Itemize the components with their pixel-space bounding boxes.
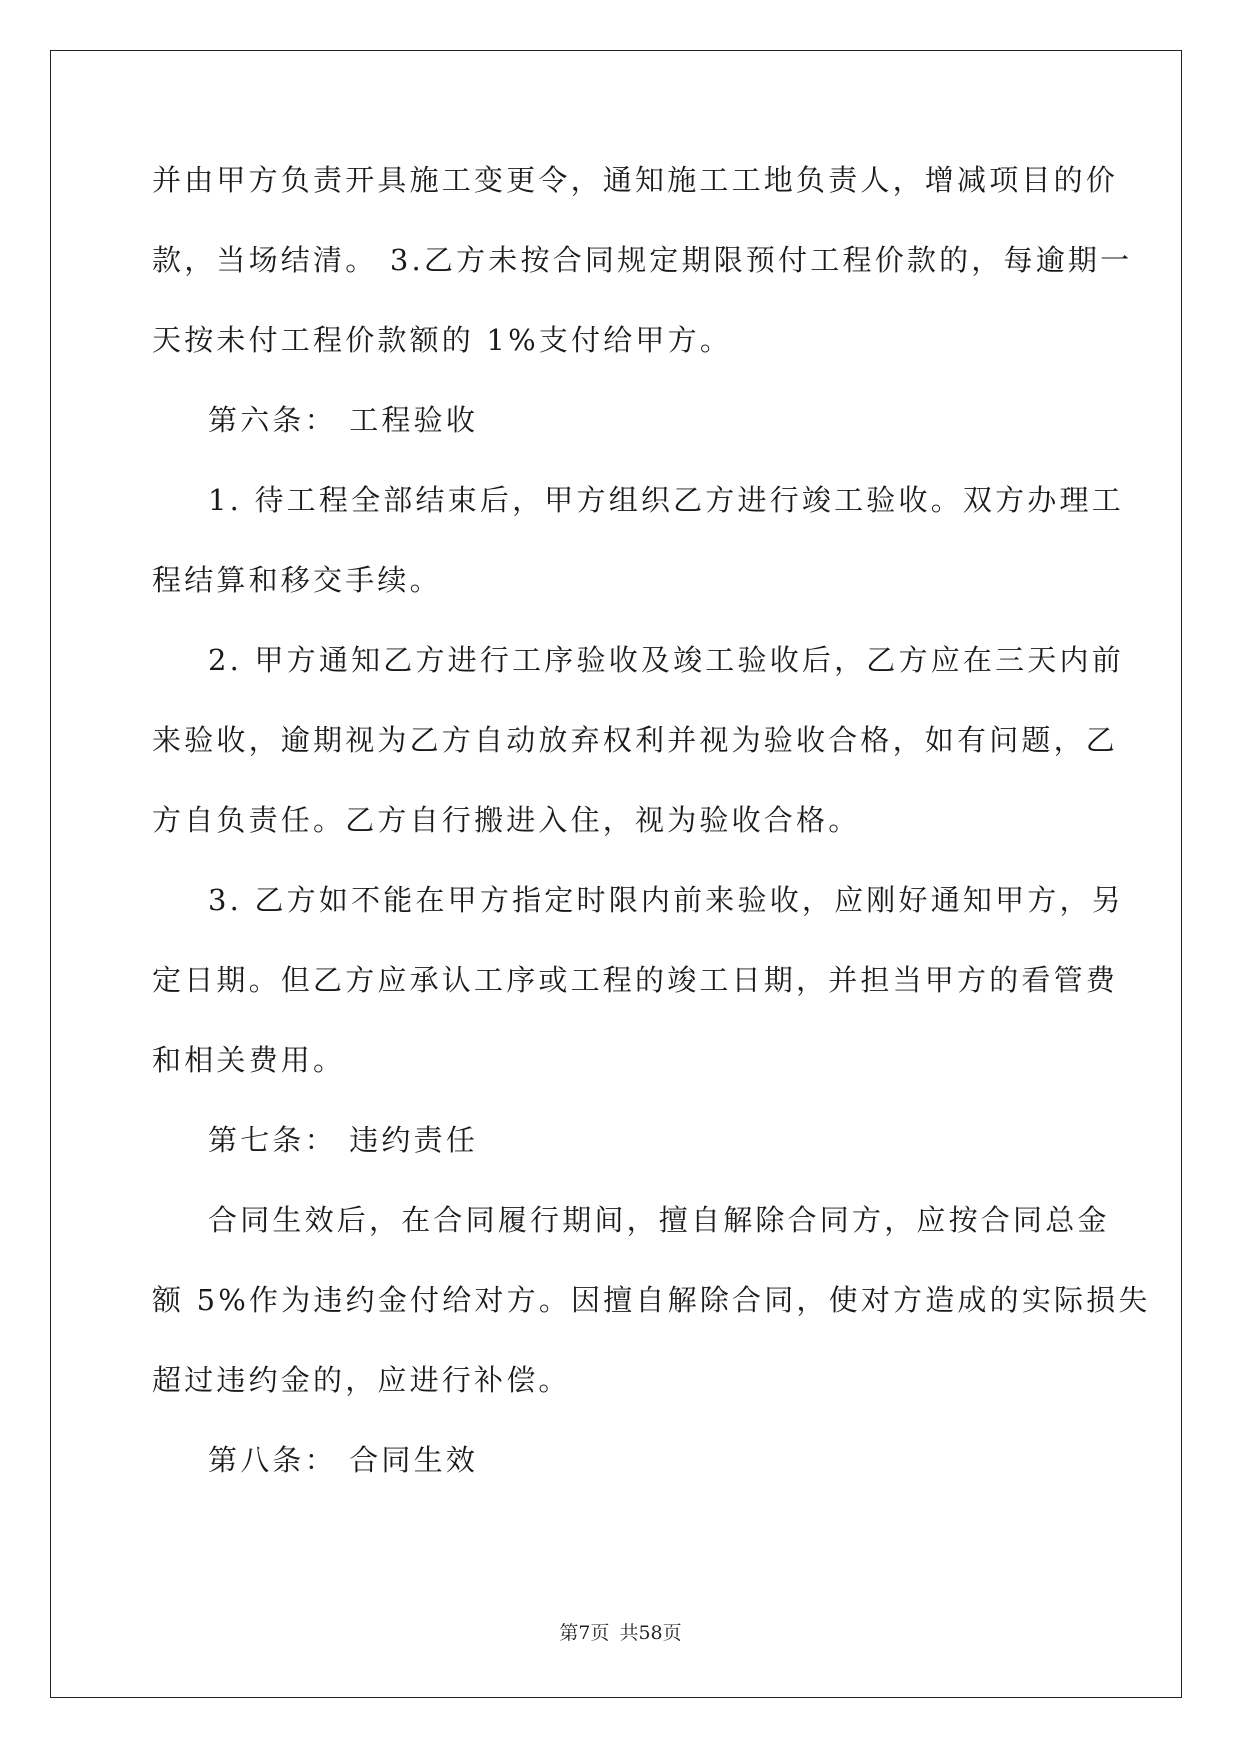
paragraph-line: 方自负责任。乙方自行搬进入住，视为验收合格。	[152, 803, 861, 837]
paragraph-line: 程结算和移交手续。	[152, 563, 442, 597]
section-heading: 第七条： 违约责任	[208, 1123, 479, 1157]
paragraph-line: 1. 待工程全部结束后，甲方组织乙方进行竣工验收。双方办理工	[208, 483, 1124, 517]
page-total: 共58页	[619, 1622, 682, 1644]
paragraph-line: 款，当场结清。 3.乙方未按合同规定期限预付工程价款的，每逾期一	[152, 243, 1133, 277]
paragraph-line: 3. 乙方如不能在甲方指定时限内前来验收，应刚好通知甲方，另	[208, 883, 1124, 917]
paragraph-line: 并由甲方负责开具施工变更令，通知施工工地负责人，增减项目的价	[152, 163, 1119, 197]
paragraph-line: 超过违约金的，应进行补偿。	[152, 1363, 571, 1397]
section-heading: 第六条： 工程验收	[208, 403, 479, 437]
paragraph-line: 额 5%作为违约金付给对方。因擅自解除合同，使对方造成的实际损失	[152, 1283, 1151, 1317]
paragraph-line: 定日期。但乙方应承认工序或工程的竣工日期，并担当甲方的看管费	[152, 963, 1119, 997]
paragraph-line: 来验收，逾期视为乙方自动放弃权利并视为验收合格，如有问题，乙	[152, 723, 1119, 757]
section-heading: 第八条： 合同生效	[208, 1443, 479, 1477]
page-number: 第7页	[559, 1622, 610, 1644]
paragraph-line: 2. 甲方通知乙方进行工序验收及竣工验收后，乙方应在三天内前	[208, 643, 1124, 677]
paragraph-line: 和相关费用。	[152, 1043, 346, 1077]
paragraph-line: 天按未付工程价款额的 1%支付给甲方。	[152, 323, 733, 357]
paragraph-line: 合同生效后，在合同履行期间，擅自解除合同方，应按合同总金	[208, 1203, 1110, 1237]
page-footer	[0, 1618, 1241, 1645]
